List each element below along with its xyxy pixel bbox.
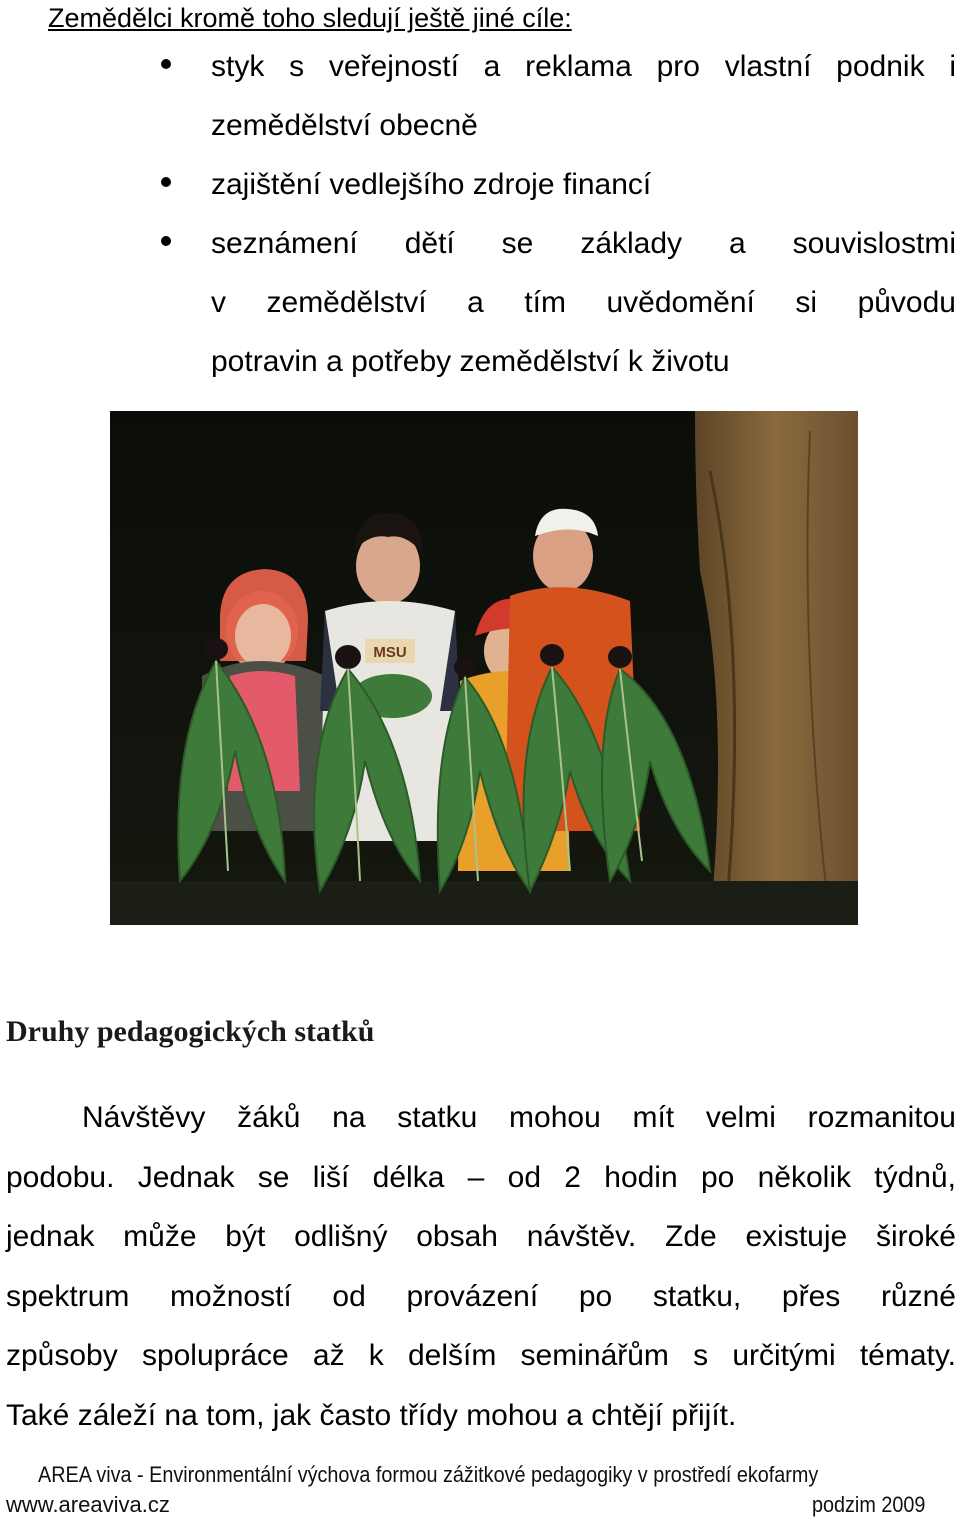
paragraph-line: spektrum možností od provázení po statku, přes různé [6, 1279, 956, 1313]
list-item [0, 37, 960, 155]
children-radish-photo [110, 411, 858, 925]
paragraph-line: jednak může být odlišný obsah návštěv. Zde existuje široké [6, 1220, 956, 1253]
list-item-line: zemědělství obecně [211, 109, 478, 142]
intro-heading: Zemědělci kromě toho sledují ještě jiné cíle: [48, 3, 572, 33]
goals-list [0, 37, 960, 391]
list-item-line: v zemědělství a tím uvědomění si původu [211, 286, 956, 319]
bullet-icon [161, 177, 171, 187]
photo-illustration [110, 411, 858, 925]
body-paragraph [0, 1088, 960, 1445]
list-item-line: seznámení dětí se základy a souvislostmi [211, 227, 956, 260]
list-item-line: potravin a potřeby zemědělství k životu [211, 345, 730, 378]
list-item [0, 155, 960, 214]
paragraph-line: způsoby spolupráce až k delším seminářům s určitými tématy. [6, 1339, 956, 1372]
shirt-logo-text: MSU [373, 644, 407, 661]
section-title: Druhy pedagogických statků [6, 1015, 375, 1048]
list-item-line: zajištění vedlejšího zdroje financí [211, 168, 652, 201]
list-item-line: styk s veřejností a reklama pro vlastní podnik i [211, 50, 956, 83]
list-item [0, 214, 960, 391]
paragraph-line: Návštěvy žáků na statku mohou mít velmi rozmanitou [82, 1101, 956, 1134]
footer-title: AREA viva - Environmentální výchova formou zážitkové pedagogiky v prostředí ekofarmy [38, 1462, 819, 1487]
bullet-icon [161, 236, 171, 246]
paragraph-line: podobu. Jednak se liší délka – od 2 hodin po několik týdnů, [6, 1160, 956, 1194]
paragraph-line: Také záleží na tom, jak často třídy mohou a chtějí přijít. [6, 1398, 737, 1432]
tarp-shape [695, 411, 858, 925]
bullet-icon [161, 59, 171, 69]
footer-date: podzim 2009 [812, 1492, 926, 1517]
footer-website: www.areaviva.cz [6, 1492, 170, 1517]
